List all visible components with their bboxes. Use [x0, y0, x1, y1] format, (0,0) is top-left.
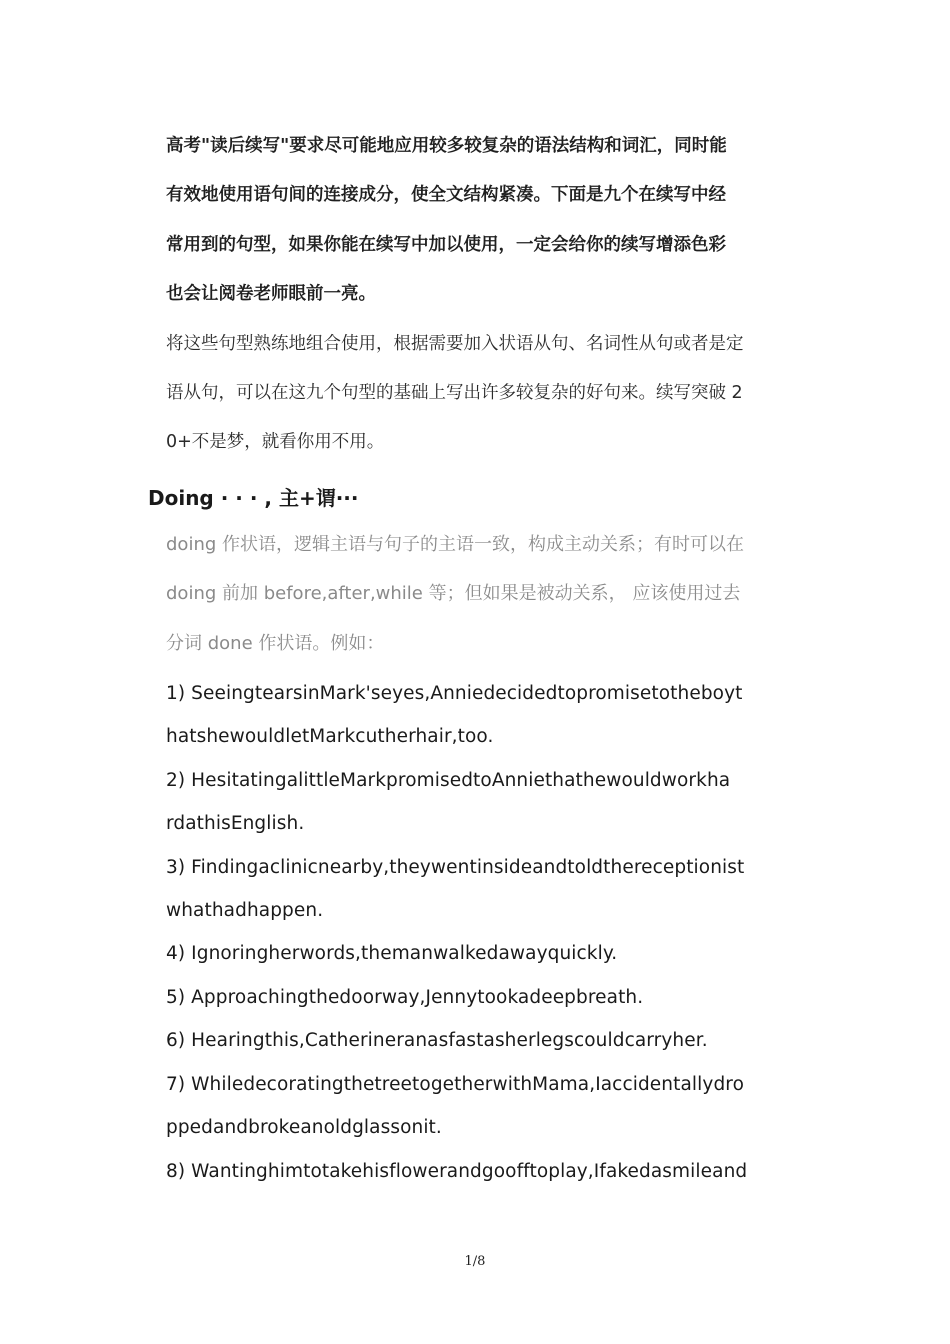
- example-line-11: ppedandbrokeanoldglassonit.: [166, 1117, 442, 1138]
- example-line-5: 3) Findingaclinicnearby,theywentinsideandtoldthereceptionist: [166, 857, 745, 878]
- intro-line-1: 高考"读后续写"要求尽可能地应用较多较复杂的语法结构和词汇，同时能: [166, 136, 727, 156]
- intro-line-3: 常用到的句型，如果你能在续写中加以使用，一定会给你的续写增添色彩: [166, 235, 726, 255]
- example-line-2: hatshewouldletMarkcutherhair,too.: [166, 726, 494, 747]
- section-heading: Doing · · · , 主+谓···: [148, 486, 359, 510]
- intro2-line-2: 语从句，可以在这九个句型的基础上写出许多较复杂的好句来。续写突破 2: [166, 383, 743, 403]
- example-line-6: whathadhappen.: [166, 900, 324, 921]
- example-line-7: 4) Ignoringherwords,themanwalkedawayquickly.: [166, 943, 618, 964]
- intro2-line-1: 将这些句型熟练地组合使用，根据需要加入状语从句、名词性从句或者是定: [166, 334, 744, 354]
- explanation-line-1: doing 作状语，逻辑主语与句子的主语一致，构成主动关系；有时可以在: [166, 534, 744, 555]
- intro-line-4: 也会让阅卷老师眼前一亮。: [166, 284, 376, 304]
- example-line-9: 6) Hearingthis,Catherineranasfastasherlegscouldcarryher.: [166, 1030, 708, 1051]
- example-line-3: 2) HesitatingalittleMarkpromisedtoAnniethathewouldworkha: [166, 770, 731, 791]
- explanation-line-3: 分词 done 作状语。例如：: [166, 633, 385, 654]
- example-line-10: 7) WhiledecoratingthetreetogetherwithMama,Iaccidentallydro: [166, 1074, 744, 1095]
- page-number: 1/8: [464, 1254, 486, 1269]
- example-line-1: 1) SeeingtearsinMark'seyes,Anniedecidedtopromisetotheboyt: [166, 683, 743, 704]
- example-line-4: rdathisEnglish.: [166, 813, 305, 834]
- example-line-8: 5) Approachingthedoorway,Jennytookadeepbreath.: [166, 987, 644, 1008]
- example-line-12: 8) Wantinghimtotakehisflowerandgoofftoplay,Ifakedasmileand: [166, 1161, 748, 1182]
- explanation-line-2: doing 前加 before,after,while 等；但如果是被动关系， 应该使用过去: [166, 583, 741, 604]
- intro-line-2: 有效地使用语句间的连接成分，使全文结构紧凑。下面是九个在续写中经: [166, 185, 726, 205]
- intro2-line-3: 0+不是梦，就看你用不用。: [166, 432, 385, 452]
